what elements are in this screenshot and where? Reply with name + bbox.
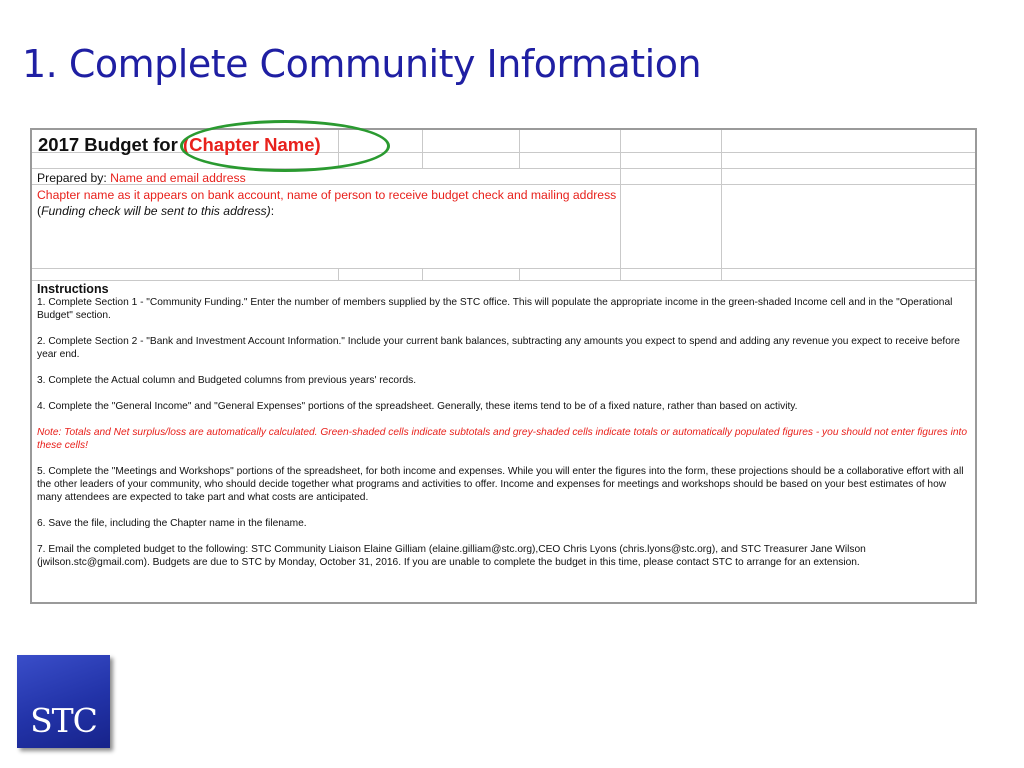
prepared-by-label: Prepared by:	[37, 171, 111, 185]
instruction-item: 3. Complete the Actual column and Budgeted columns from previous years' records.	[37, 375, 417, 386]
prepared-by-row	[37, 171, 246, 185]
gridline	[519, 268, 520, 280]
budget-heading-prefix: 2017 Budget for	[38, 134, 183, 155]
gridline	[721, 130, 722, 280]
gridline	[338, 268, 339, 280]
gridline	[32, 168, 975, 169]
instruction-item: 7. Email the completed budget to the following: STC Community Liaison Elaine Gilliam (elaine.gilliam@stc.org),CEO Chris Lyons (chris.lyons@stc.org), and STC Treasurer Jane Wilson (jwilson.stc@gmail.com). Budgets are due to STC by Monday, October 31, 2016. If you are unable to complete the budget in this time, please contact STC to arrange for an extension.	[37, 544, 866, 568]
gridline	[422, 268, 423, 280]
chapter-address-close: :	[270, 204, 275, 218]
instruction-item: 6. Save the file, including the Chapter name in the filename.	[37, 518, 307, 529]
funding-check-note: Funding check will be sent to this address)	[41, 204, 271, 218]
prepared-by-value: Name and email address	[110, 171, 246, 185]
slide-title: 1. Complete Community Information	[22, 42, 702, 86]
gridline	[422, 130, 423, 168]
instruction-item: 1. Complete Section 1 - "Community Funding." Enter the number of members supplied by the STC office. This will populate the appropriate income in the green-shaded Income cell and in the "Operational Budget" section.	[37, 297, 953, 321]
gridline	[620, 130, 621, 280]
budget-heading	[38, 134, 321, 156]
gridline	[32, 268, 975, 269]
budget-spreadsheet	[30, 128, 977, 604]
stc-logo-text: STC	[30, 701, 97, 740]
instructions-heading: Instructions	[37, 282, 109, 296]
chapter-address-open: (	[37, 204, 42, 218]
gridline	[338, 130, 339, 168]
gridline	[519, 130, 520, 168]
chapter-name-placeholder: (Chapter Name)	[182, 134, 321, 155]
chapter-address-text: Chapter name as it appears on bank account, name of person to receive budget check and mailing address	[37, 188, 617, 202]
stc-logo	[17, 655, 110, 748]
instruction-item: 5. Complete the "Meetings and Workshops" portions of the spreadsheet, for both income and expenses. While you will enter the figures into the form, these projections should be a collaborative effort with all the other leaders of your community, who should decide together what programs and activities to offer. Income and expenses for meetings and workshops should be based on your best estimates of how many attendees are expected to take part and what costs are anticipated.	[37, 466, 964, 503]
instruction-item: 2. Complete Section 2 - "Bank and Investment Account Information." Include your current bank balances, subtracting any amounts you expect to spend and adding any revenue you expect to receive before year end.	[37, 336, 960, 360]
instruction-item: 4. Complete the "General Income" and "General Expenses" portions of the spreadsheet. Generally, these items tend to be of a fixed nature, rather than based on activity.	[37, 401, 798, 412]
chapter-address-row	[37, 187, 617, 219]
gridline	[32, 280, 975, 281]
instruction-note: Note: Totals and Net surplus/loss are automatically calculated. Green-shaded cells indicate subtotals and grey-shaded cells indicate totals or automatically populated figures - you should not enter figures into these cells!	[37, 427, 968, 451]
instructions-list	[37, 296, 972, 582]
